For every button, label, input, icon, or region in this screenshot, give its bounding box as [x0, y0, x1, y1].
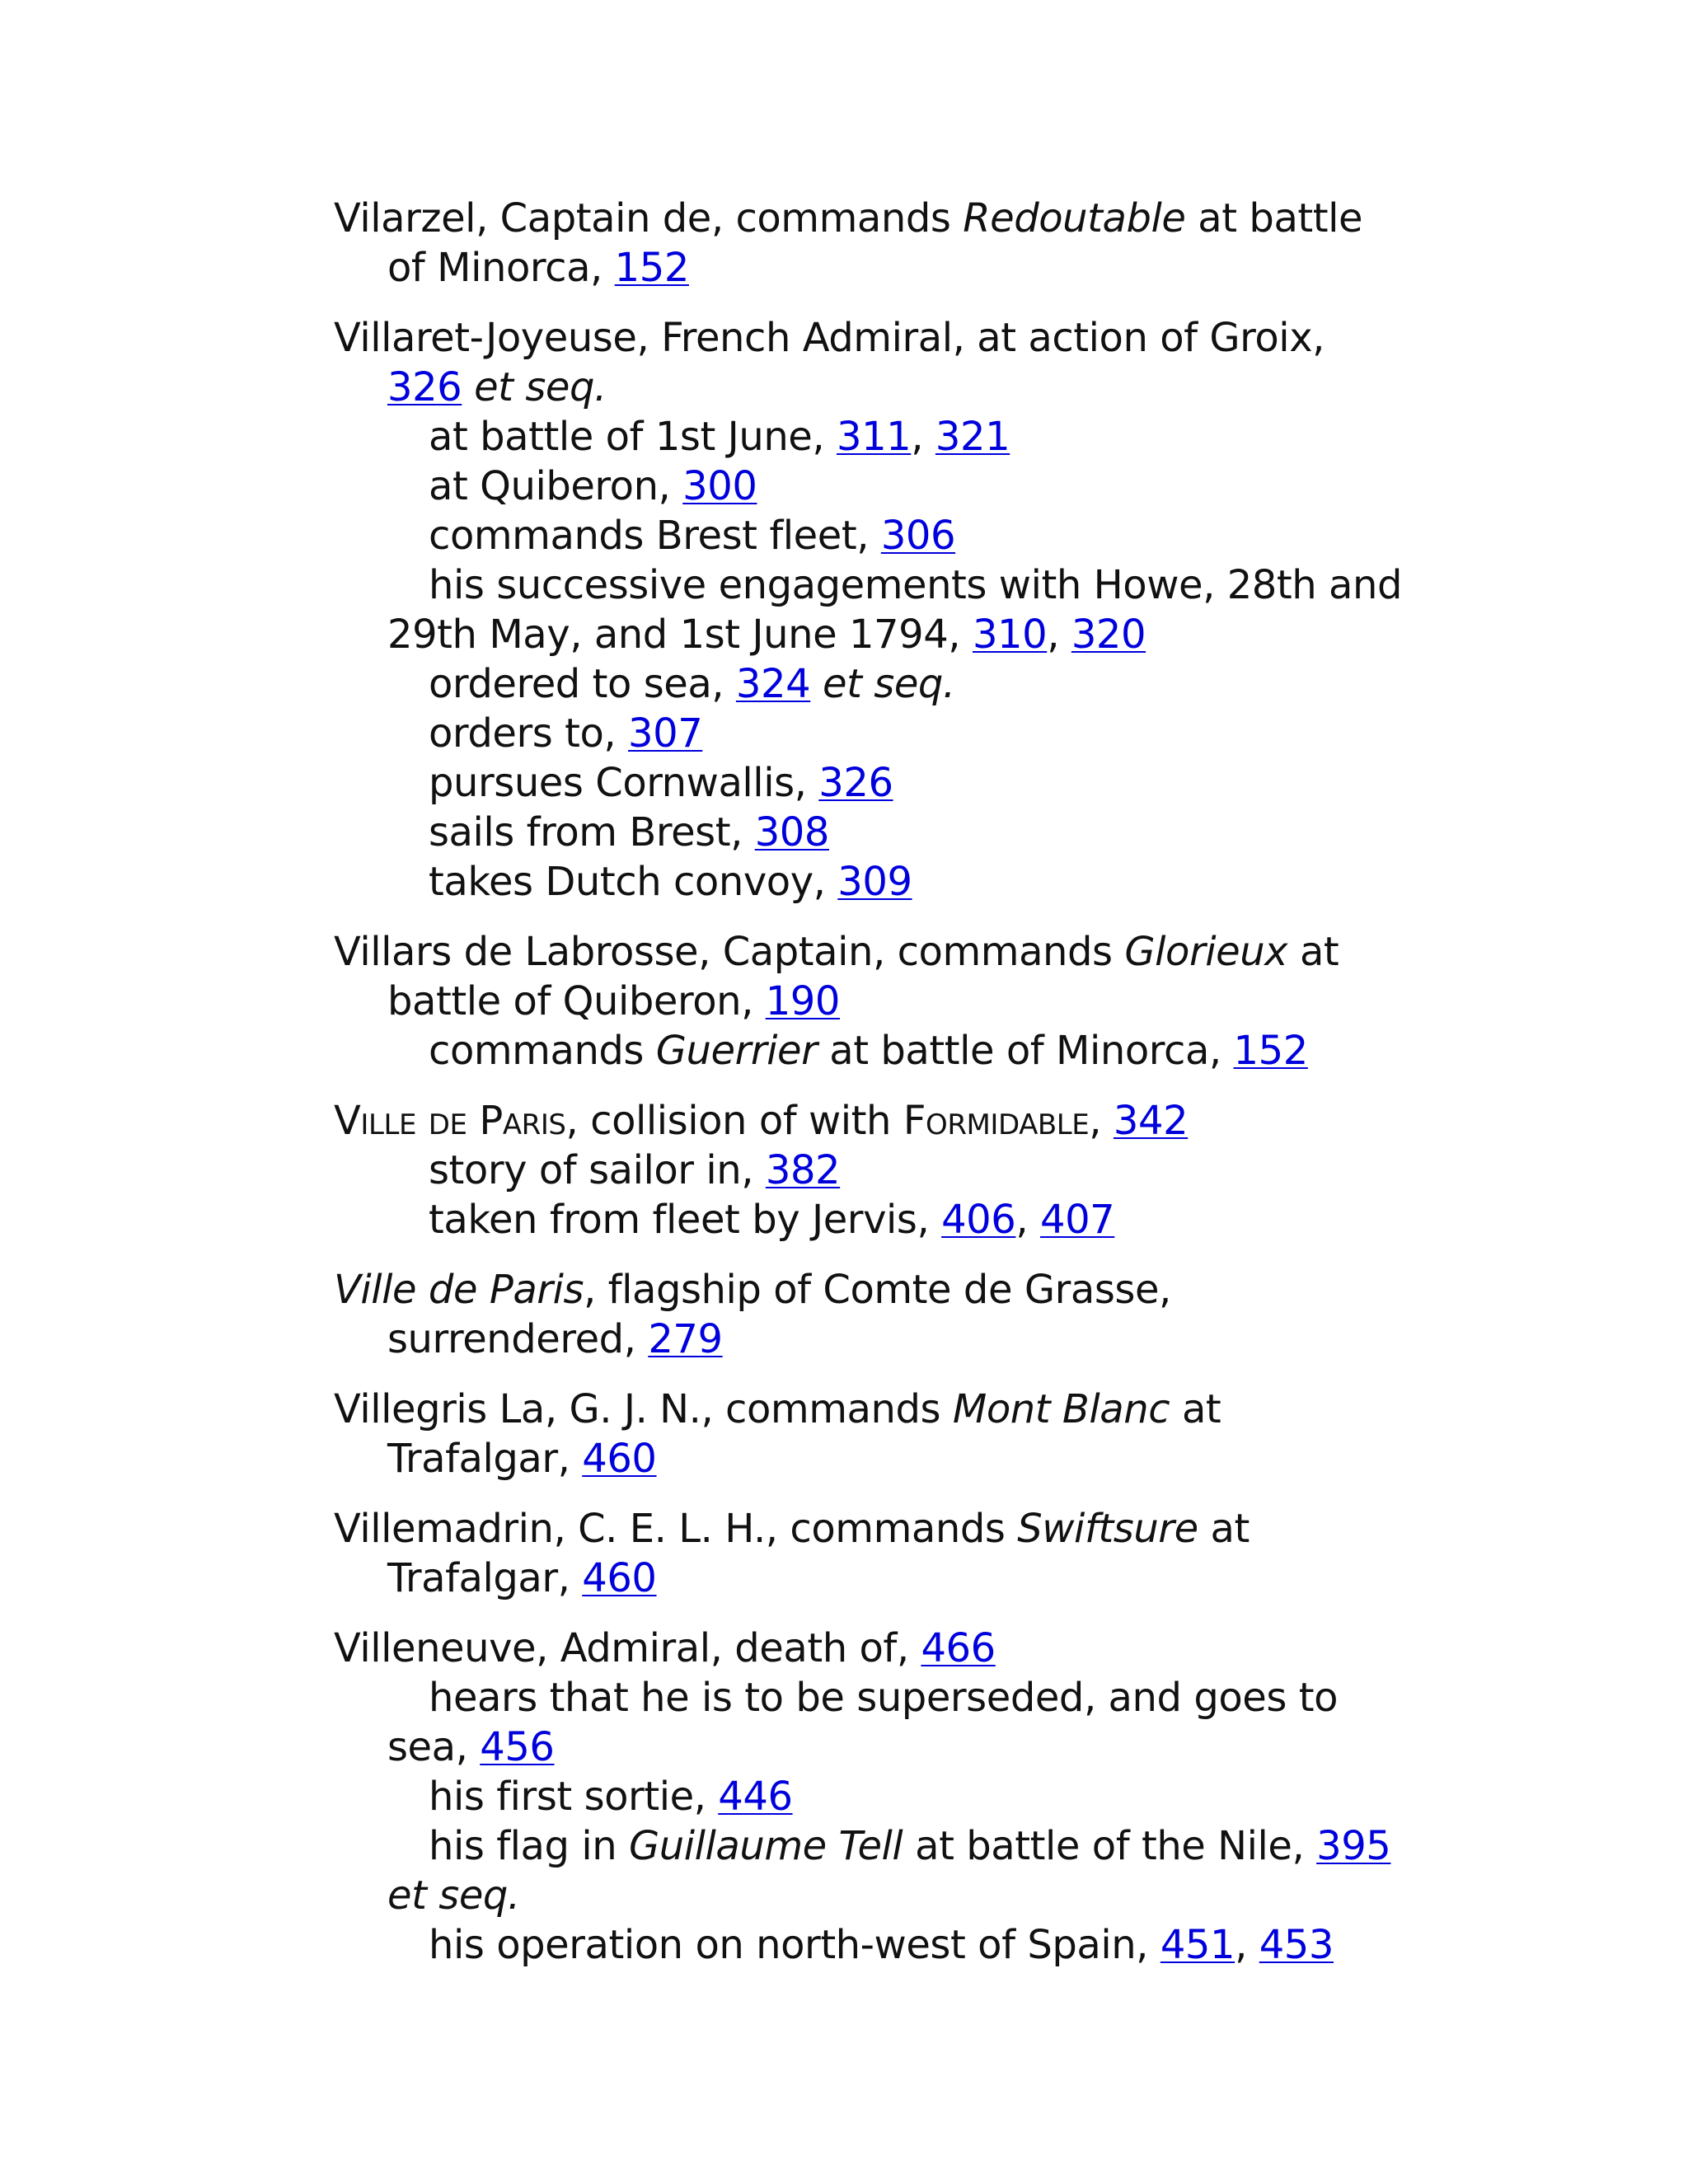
index-subentry — [387, 1673, 1405, 1772]
page-reference-link[interactable]: 451 — [1160, 1922, 1236, 1968]
entry-text: , — [1235, 1922, 1259, 1968]
index-subentry — [387, 659, 1405, 709]
entry-text: commands Brest fleet, — [429, 513, 881, 559]
small-caps-text: Ville de Paris — [334, 1098, 566, 1144]
index-subentry — [387, 857, 1405, 907]
index-page — [334, 194, 1405, 1990]
index-entry — [334, 1096, 1405, 1244]
entry-text: story of sailor in, — [429, 1147, 766, 1193]
index-entry — [334, 1624, 1405, 1970]
entry-text: his operation on north-west of Spain, — [429, 1922, 1160, 1968]
page-reference-link[interactable]: 152 — [1233, 1028, 1308, 1074]
page-reference-link[interactable]: 460 — [582, 1436, 657, 1482]
page-reference-link[interactable]: 395 — [1316, 1823, 1391, 1869]
index-entry — [334, 1265, 1405, 1364]
page-reference-link[interactable]: 308 — [754, 809, 829, 855]
page-reference-link[interactable]: 306 — [880, 513, 956, 559]
index-heading — [334, 194, 1405, 293]
index-subentry — [387, 808, 1405, 857]
index-subentry — [387, 462, 1405, 511]
index-entry — [334, 1385, 1405, 1483]
entry-text: , — [1047, 612, 1071, 658]
italic-text: Guillaume Tell — [629, 1823, 903, 1869]
index-subentry — [387, 1026, 1405, 1076]
index-heading — [334, 927, 1405, 1026]
entry-text: at Quiberon, — [429, 463, 683, 509]
entry-text: orders to, — [429, 710, 629, 757]
index-entry — [334, 1504, 1405, 1603]
entry-text: , — [1089, 1098, 1114, 1144]
index-heading — [334, 1624, 1405, 1673]
entry-text: ordered to sea, — [429, 661, 736, 707]
index-entry — [334, 313, 1405, 907]
entry-text: hears that he is to be superseded, and goes to sea, — [387, 1675, 1338, 1770]
page-reference-link[interactable]: 310 — [972, 612, 1048, 658]
index-subentry — [387, 1195, 1405, 1244]
entry-text: takes Dutch convoy, — [429, 859, 838, 905]
italic-text: Swiftsure — [1017, 1506, 1198, 1552]
page-reference-link[interactable]: 342 — [1113, 1098, 1189, 1144]
entry-text — [810, 661, 823, 707]
entry-text — [462, 364, 474, 410]
italic-text: Redoutable — [963, 195, 1186, 241]
italic-text: Ville de Paris — [334, 1267, 584, 1313]
italic-text: Guerrier — [655, 1028, 818, 1074]
entry-text: Villegris La, G. J. N., commands — [334, 1386, 953, 1432]
entry-text: sails from Brest, — [429, 809, 755, 855]
italic-text: et seq. — [387, 1872, 520, 1919]
index-subentry — [387, 1772, 1405, 1821]
index-heading — [334, 1096, 1405, 1146]
page-reference-link[interactable]: 307 — [628, 710, 703, 757]
page-reference-link[interactable]: 382 — [765, 1147, 841, 1193]
index-subentry — [387, 1920, 1405, 1970]
page-reference-link[interactable]: 279 — [648, 1316, 723, 1362]
page-reference-link[interactable]: 311 — [837, 414, 912, 460]
entry-text: his flag in — [429, 1823, 630, 1869]
index-heading — [334, 313, 1405, 412]
italic-text: et seq. — [823, 661, 955, 707]
entry-text: pursues Cornwallis, — [429, 760, 819, 806]
page-reference-link[interactable]: 152 — [614, 245, 689, 291]
page-reference-link[interactable]: 453 — [1259, 1922, 1334, 1968]
page-reference-link[interactable]: 446 — [718, 1774, 793, 1820]
index-subentry — [387, 1146, 1405, 1195]
page-reference-link[interactable]: 456 — [480, 1724, 555, 1770]
index-entry — [334, 194, 1405, 293]
page-reference-link[interactable]: 321 — [935, 414, 1010, 460]
entry-text: Villars de Labrosse, Captain, commands — [334, 929, 1125, 975]
page-reference-link[interactable]: 326 — [818, 760, 893, 806]
page-reference-link[interactable]: 309 — [837, 859, 912, 905]
page-reference-link[interactable]: 324 — [735, 661, 811, 707]
entry-text: Villemadrin, C. E. L. H., commands — [334, 1506, 1018, 1552]
page-reference-link[interactable]: 300 — [682, 463, 757, 509]
entry-text: his first sortie, — [429, 1774, 719, 1820]
entry-text: at battle of 1st June, — [429, 414, 837, 460]
page-reference-link[interactable]: 190 — [765, 978, 840, 1024]
page-reference-link[interactable]: 326 — [387, 364, 462, 410]
entry-text: at Trafalgar, — [387, 1386, 1221, 1482]
small-caps-text: Formidable — [903, 1098, 1090, 1144]
italic-text: Mont Blanc — [952, 1386, 1170, 1432]
entry-text: Vilarzel, Captain de, commands — [334, 195, 964, 241]
entry-text: his successive engagements with Howe, 28th and 29th May, and 1st June 1794, — [387, 562, 1402, 658]
index-heading — [334, 1265, 1405, 1364]
index-subentry — [387, 560, 1405, 659]
entry-text: at battle of the Nile, — [903, 1823, 1317, 1869]
index-heading — [334, 1385, 1405, 1483]
entry-text: taken from fleet by Jervis, — [429, 1197, 942, 1243]
index-subentry — [387, 412, 1405, 462]
italic-text: et seq. — [474, 364, 607, 410]
entry-text: , — [1015, 1197, 1040, 1243]
index-subentry — [387, 758, 1405, 808]
index-heading — [334, 1504, 1405, 1603]
page-reference-link[interactable]: 460 — [582, 1555, 657, 1601]
index-subentry — [387, 709, 1405, 758]
entry-text: at battle of Quiberon, — [387, 929, 1339, 1024]
entry-text: Villeneuve, Admiral, death of, — [334, 1625, 921, 1671]
entry-text: at battle of Minorca, — [817, 1028, 1234, 1074]
index-subentry — [387, 1821, 1405, 1920]
entry-text: commands — [429, 1028, 656, 1074]
page-reference-link[interactable]: 320 — [1071, 612, 1146, 658]
entry-text: , — [911, 414, 935, 460]
entry-text: Villaret-Joyeuse, French Admiral, at action of Groix, — [334, 315, 1325, 361]
index-subentry — [387, 511, 1405, 560]
index-entry — [334, 927, 1405, 1076]
entry-text: at Trafalgar, — [387, 1506, 1250, 1601]
page-reference-link[interactable]: 406 — [941, 1197, 1016, 1243]
italic-text: Glorieux — [1124, 929, 1288, 975]
entry-text: at battle of Minorca, — [387, 195, 1363, 291]
entry-text: , collision of with — [565, 1098, 903, 1144]
page-reference-link[interactable]: 466 — [921, 1625, 996, 1671]
page-reference-link[interactable]: 407 — [1040, 1197, 1115, 1243]
entry-text: , flagship of Comte de Grasse, surrendered, — [387, 1267, 1171, 1362]
